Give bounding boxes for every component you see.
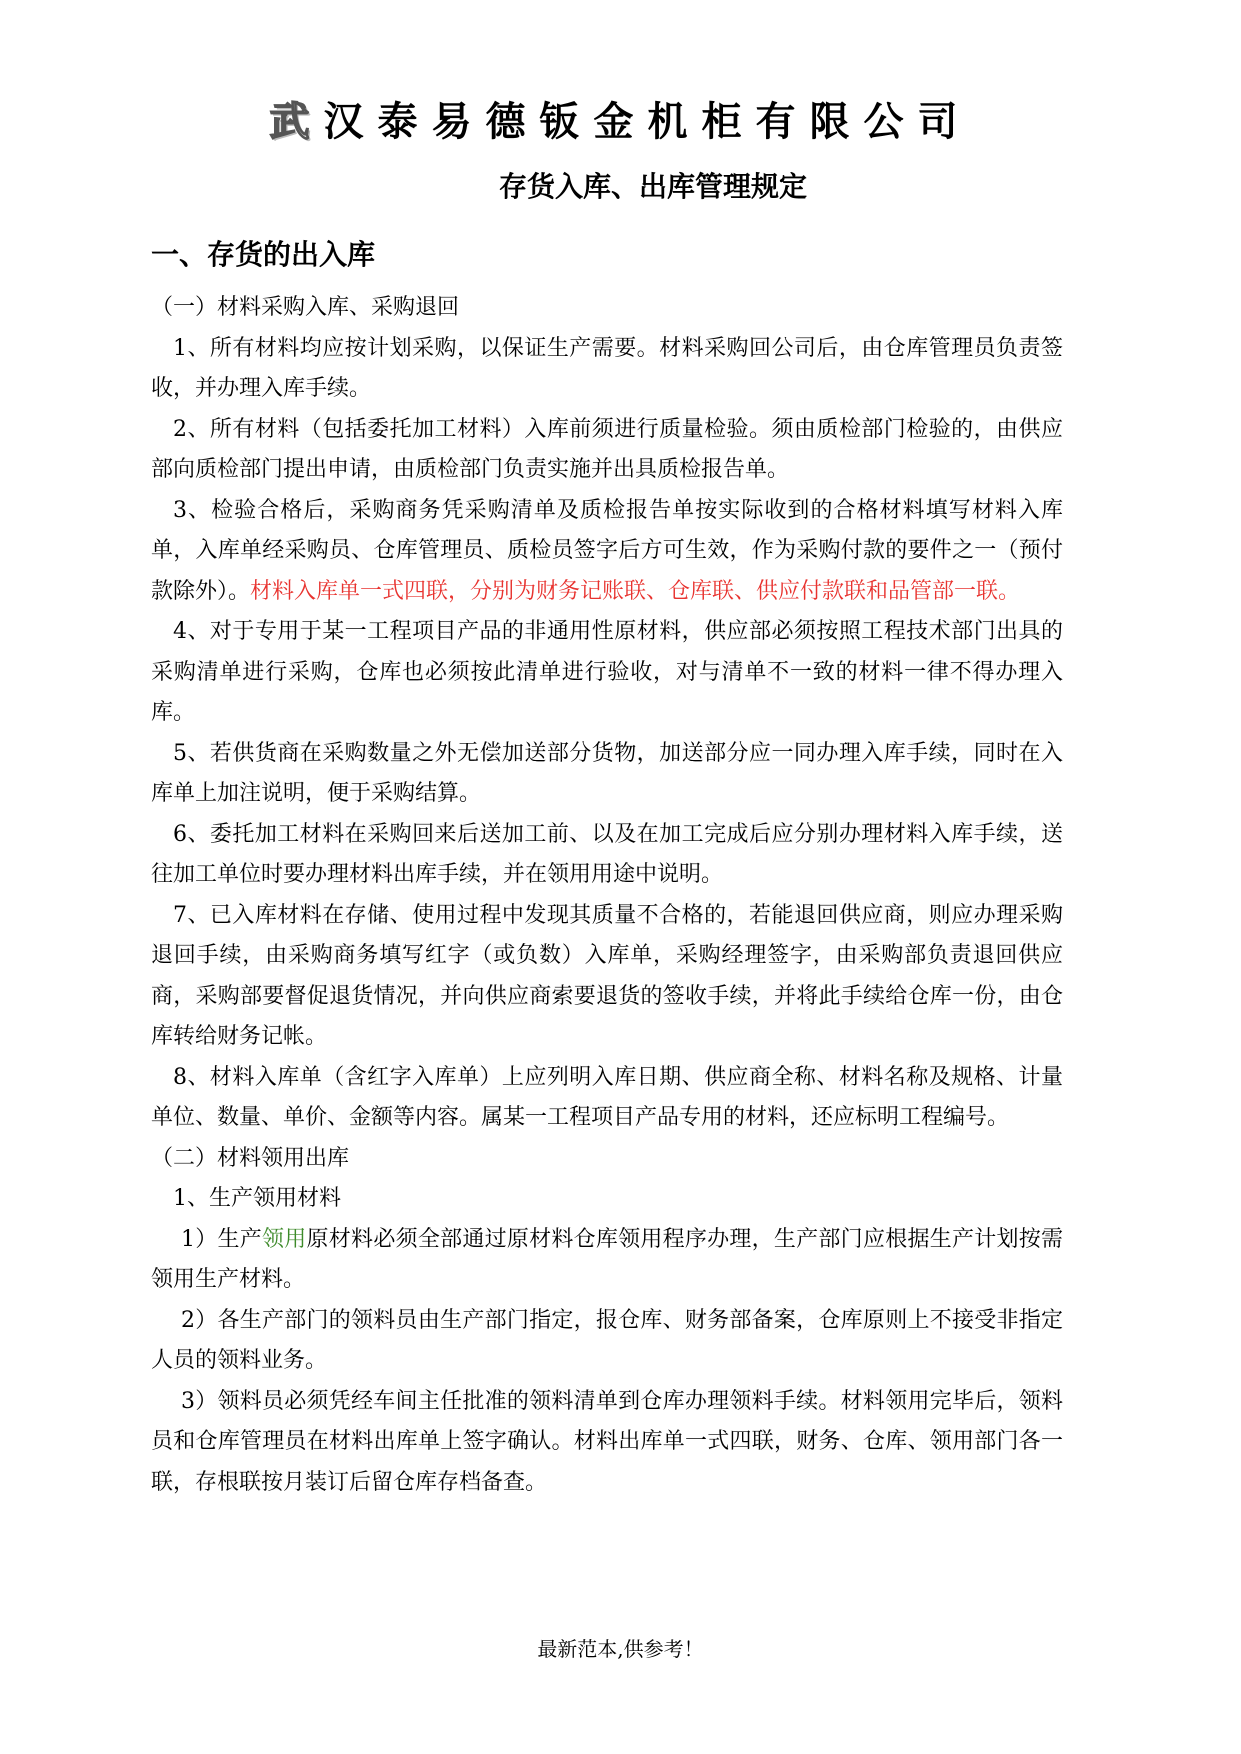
company-name-rest: 汉泰易德钣金机柜有限公司 <box>323 98 972 145</box>
company-name-first-char: 武 <box>269 98 324 145</box>
subsection-heading-2: （二）材料领用出库 <box>151 1145 350 1171</box>
clause-1 <box>151 1220 1063 1301</box>
clause-3: 3）领料员必须凭经车间主任批准的领料清单到仓库办理领料手续。材料领用完毕后，领料员和仓库管理员在材料出库单上签字确认。材料出库单一式四联，财务、仓库、领用部门各一联，存根联按月装订后留仓库存档备查。 <box>151 1388 1063 1495</box>
company-name <box>0 92 1241 152</box>
clause-1-highlight: 领用 <box>262 1226 307 1252</box>
clause-1-text-b: 原材料必须全部通过原材料仓库领用程序办理，生产部门应根据生产计划按需领用生产材料。 <box>151 1226 1063 1292</box>
paragraph-4: 4、对于专用于某一工程项目产品的非通用性原材料，供应部必须按照工程技术部门出具的采购清单进行采购，仓库也必须按此清单进行验收，对与清单不一致的材料一律不得办理入库。 <box>151 619 1063 725</box>
clause-2: 2）各生产部门的领料员由生产部门指定，报仓库、财务部备案，仓库原则上不接受非指定人员的领料业务。 <box>151 1307 1063 1373</box>
paragraph-7: 7、已入库材料在存储、使用过程中发现其质量不合格的，若能退回供应商，则应办理采购退回手续，由采购商务填写红字（或负数）入库单，采购经理签字，由采购部负责退回供应商，采购部要督促退货情况，并向供应商索要退货的签收手续，并将此手续给仓库一份，由仓库转给财务记帐。 <box>151 902 1063 1049</box>
document-body <box>151 288 1063 1503</box>
paragraph-2: 2、所有材料（包括委托加工材料）入库前须进行质量检验。须由质检部门检验的，由供应部向质检部门提出申请，由质检部门负责实施并出具质检报告单。 <box>151 416 1063 482</box>
section-heading: 一、存货的出入库 <box>151 238 376 271</box>
document-title: 存货入库、出库管理规定 <box>498 170 807 203</box>
paragraph-3-text: 3、检验合格后，采购商务凭采购清单及质检报告单按实际收到的合格材料填写材料入库单，入库单经采购员、仓库管理员、质检员签字后方可生效，作为采购付款的要件之一（预付款除外）。 <box>151 497 1063 604</box>
clause-1-text-a: 1）生产 <box>181 1226 263 1252</box>
paragraph-6: 6、委托加工材料在采购回来后送加工前、以及在加工完成后应分别办理材料入库手续，送往加工单位时要办理材料出库手续，并在领用用途中说明。 <box>151 821 1063 887</box>
subsection-item-1: 1、生产领用材料 <box>173 1186 341 1211</box>
subsection-heading-1: （一）材料采购入库、采购退回 <box>151 295 460 320</box>
paragraph-3-highlight: 材料入库单一式四联，分别为财务记账联、仓库联、供应付款联和品管部一联。 <box>250 578 1021 604</box>
paragraph-3 <box>151 491 1063 613</box>
paragraph-1: 1、所有材料均应按计划采购，以保证生产需要。材料采购回公司后，由仓库管理员负责签收，并办理入库手续。 <box>151 335 1063 401</box>
paragraph-5: 5、若供货商在采购数量之外无偿加送部分货物，加送部分应一同办理入库手续，同时在入库单上加注说明，便于采购结算。 <box>151 740 1063 806</box>
page-footer: 最新范本,供参考！ <box>537 1637 704 1661</box>
paragraph-8: 8、材料入库单（含红字入库单）上应列明入库日期、供应商全称、材料名称及规格、计量单位、数量、单价、金额等内容。属某一工程项目产品专用的材料，还应标明工程编号。 <box>151 1064 1063 1130</box>
